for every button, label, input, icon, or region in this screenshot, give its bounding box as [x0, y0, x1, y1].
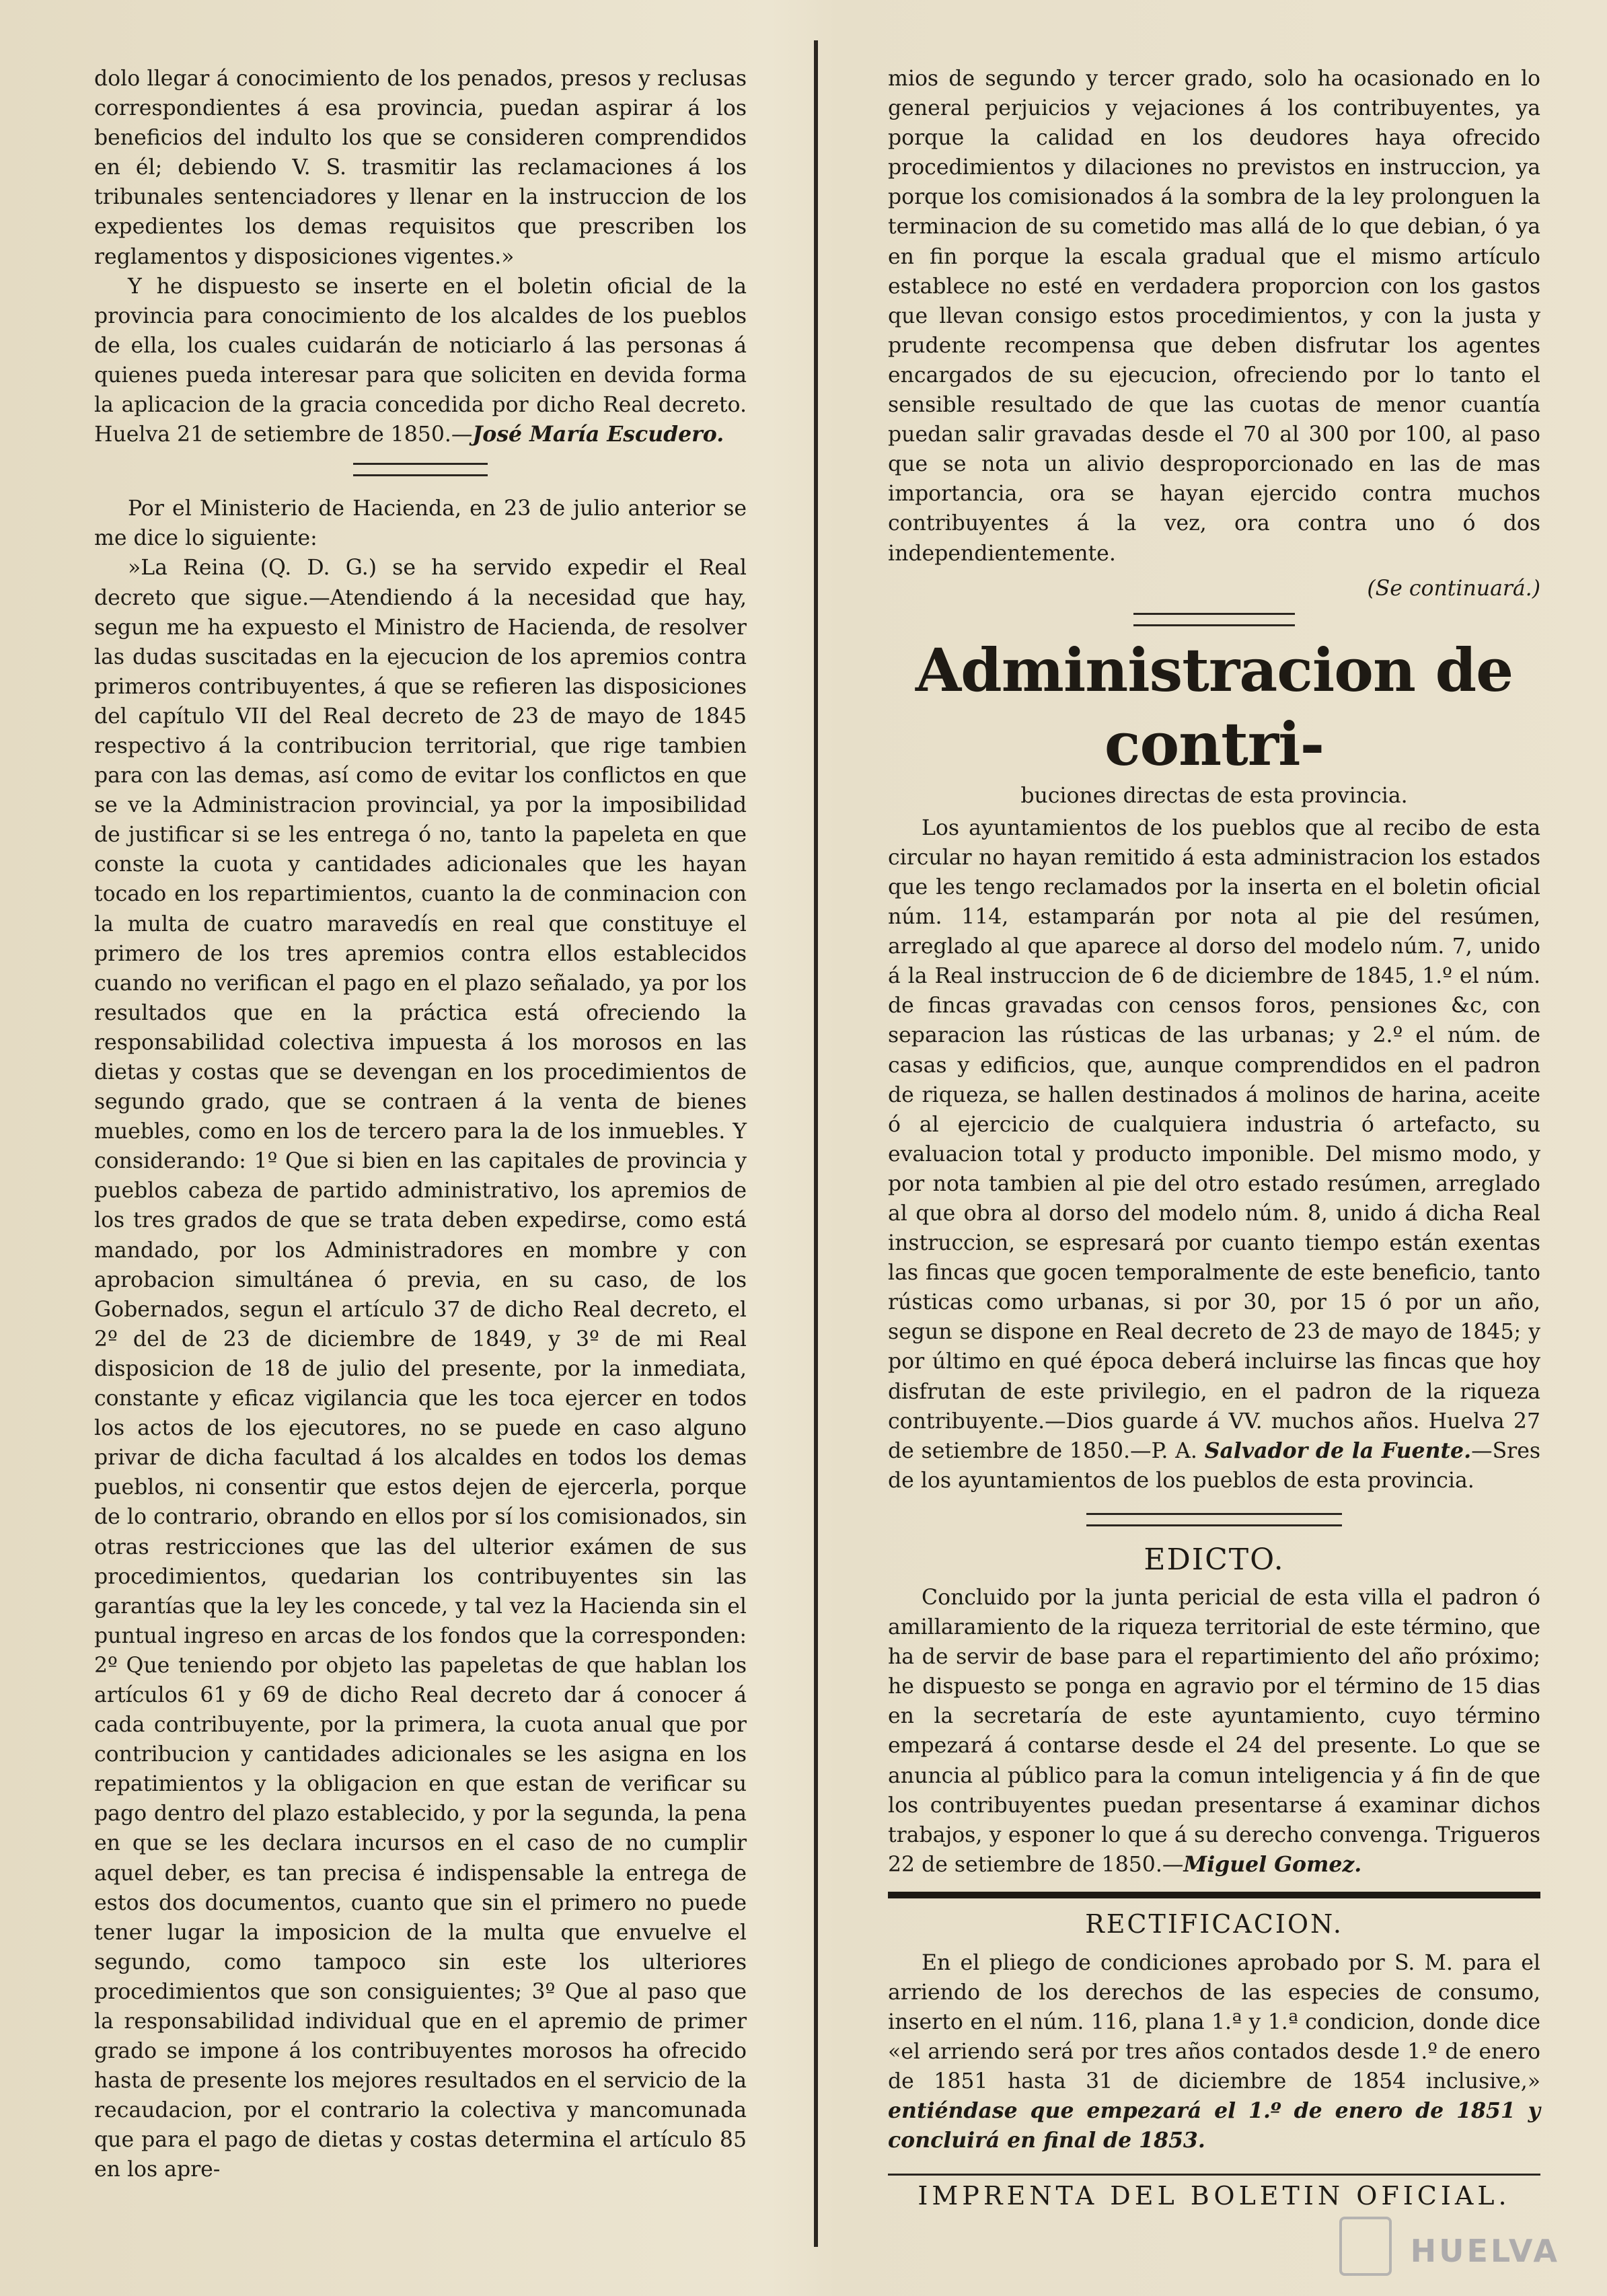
dispuesto-text: Y he dispuesto se inserte en el boletin oficial de la provincia para conocimiento de los alcaldes de los pueblos de ella, los cuales cuidarán de noticiarlo á las personas á quienes pueda interesar para que soliciten en devida forma la aplicacion de la gracia concedida por dicho Real decreto. Huelva 21 de setiembre de 1850.— — [94, 274, 747, 447]
ornament-divider — [353, 463, 488, 476]
right-column — [888, 64, 1540, 2211]
footer-rule — [888, 2174, 1540, 2176]
admin-closing: —Sres de los ayuntamientos de los pueblos de esta provincia. — [888, 1438, 1541, 1493]
paragraph-dispuesto — [94, 272, 747, 450]
paragraph-rectificacion — [888, 1948, 1540, 2156]
signature-escudero: José María Escudero. — [472, 422, 724, 447]
paragraph-edicto — [888, 1583, 1540, 1880]
admin-text: Los ayuntamientos de los pueblos que al recibo de esta circular no hayan remitido á esta administracion los estados que les tengo reclamados por la inserta en el boletin oficial núm. 114, estamparán por nota al pie del resúmen, arreglado al que aparece al dorso del modelo núm. 7, unido á la Real instruccion de 6 de diciembre de 1845, 1.º el núm. de fincas gravadas con censos foros, pensiones &c, con separacion las rústicas de las urbanas; y 2.º el núm. de casas y edificios, que, aunque comprendidos en el padron de riqueza, se hallen destinados á molinos de harina, aceite ó al ejercicio de cualquiera industria ó artefacto, su evaluacion total y producto imponible. Del mismo modo, y por nota tambien al pie del otro estado resúmen, arreglado al que obra al dorso del modelo núm. 8, unido á dicha Real instruccion, se espresará por cuanto tiempo están exentas las fincas que gocen temporalmente de este beneficio, tanto rústicas como urbanas, si por 30, por 15 ó por un año, segun se dispone en Real decreto de 23 de mayo de 1845; y por último en qué época deberá incluirse las fincas que hoy disfrutan de este privilegio, en el padron de la riqueza contribuyente.—Dios guarde á VV. muchos años. Huelva 27 de setiembre de 1850.—P. A. — [888, 815, 1540, 1463]
admin-heading: Administracion de contri- — [915, 634, 1513, 779]
thick-rule — [888, 1892, 1540, 1898]
edicto-text: Concluido por la junta pericial de esta villa el padron ó amillaramiento de la riqueza territorial de este término, que ha de servir de base para el repartimiento del año próximo; he dispuesto se ponga en agravio por el término de 15 dias en la secretaría de este ayuntamiento, cuyo término empezará á contarse desde el 24 del presente. Lo que se anuncia al público para la comun inteligencia y á fin de que los contribuyentes puedan presentarse á examinar dichos trabajos, y esponer lo que á su derecho convenga. Trigueros 22 de setiembre de 1850.— — [888, 1585, 1540, 1877]
paragraph-indulto: dolo llegar á conocimiento de los penados, presos y reclusas correspondientes á esa provincia, puedan aspirar á los beneficios del indulto los que se consideren comprendidos en él; debiendo V. S. trasmitir las reclamaciones á los tribunales sentenciadores y llenar en la instruccion de los expedientes los demas requisitos que prescriben los reglamentos y disposiciones vigentes.» — [94, 67, 747, 269]
printer-footer: IMPRENTA DEL BOLETIN OFICIAL. — [918, 2180, 1511, 2211]
rectificacion-emphasis: entiéndase que empezará el 1.º de enero de 1851 y concluirá en final de 1853. — [888, 2098, 1540, 2153]
paragraph-ministerio: Por el Ministerio de Hacienda, en 23 de julio anterior se me dice lo siguiente: — [94, 496, 747, 551]
left-column — [94, 64, 747, 2185]
ornament-divider — [1086, 1513, 1342, 1526]
paragraph-admin — [888, 813, 1540, 1495]
signature-gomez: Miguel Gomez. — [1183, 1851, 1362, 1877]
paragraph-apremios-cont: mios de segundo y tercer grado, solo ha ocasionado en lo general perjuicios y vejaciones á los contribuyentes, ya porque la calidad en los deudores haya ofrecido procedimientos y dilaciones no previstos en instruccion, ya porque los comisionados á la sombra de la ley prolonguen la terminacion de su cometido mas allá de lo que debian, ó ya en fin porque la escala gradual que el mismo artículo establece no esté en verdadera proporcion con los gastos que llevan consigo estos procedimientos, y con la justa y prudente recompensa que deben disfrutar los agentes encargados de su ejecucion, ofreciendo por lo tanto el sensible resultado de que las cuotas de menor cuantía puedan salir gravadas desde el 70 al 300 por 100, al paso que se nota un alivio desproporcionado en las de mas importancia, ora se hayan ejercido contra muchos contribuyentes á la vez, ora contra uno ó dos independientemente. — [888, 67, 1540, 566]
edicto-title: EDICTO. — [1144, 1542, 1285, 1577]
archive-seal-icon — [1339, 2217, 1392, 2276]
ornament-divider — [1133, 613, 1295, 626]
archive-watermark: HUELVA — [1410, 2233, 1560, 2269]
column-divider — [814, 40, 818, 2247]
rectificacion-title: RECTIFICACION. — [1085, 1909, 1343, 1939]
admin-subheading: buciones directas de esta provincia. — [1020, 783, 1408, 808]
paragraph-real-decreto: »La Reina (Q. D. G.) se ha servido expedir el Real decreto que sigue.—Atendiendo á la necesidad que hay, segun me ha expuesto el Ministro de Hacienda, de resolver las dudas suscitadas en la ejecucion de los apremios contra primeros contribuyentes, á que se refieren las disposiciones del capítulo VII del Real decreto de 23 de mayo de 1845 respectivo á la contribucion territorial, que rige tambien para con las demas, así como de evitar los conflictos en que se ve la Administracion provincial, ya por la imposibilidad de justificar si se les entrega ó no, tanto la papeleta en que conste la cuota y cantidades adicionales que les hayan tocado en los repartimientos, cuanto la de conminacion con la multa de cuatro maravedís en real que constituye el primero de los tres apremios contra ellos establecidos cuando no verifican el pago en el plazo señalado, ya por los resultados que en la práctica está ofreciendo la responsabilidad colectiva impuesta á los morosos en las dietas y costas que se devengan en los procedimientos de segundo grado, que se contraen á la venta de bienes muebles, como en los de tercero para la de los inmuebles. Y considerando: 1º Que si bien en las capitales de provincia y pueblos cabeza de partido administrativo, los apremios de los tres grados de que se trata deben expedirse, como está mandado, por los Administradores en mombre y con aprobacion simultánea ó previa, en su caso, de los Gobernados, segun el artículo 37 de dicho Real decreto, el 2º del de 23 de diciembre de 1849, y 3º de mi Real disposicion de 18 de julio del presente, por la inmediata, constante y eficaz vigilancia que les toca ejercer en todos los actos de los ejecutores, no se puede en caso alguno privar de dicha facultad á los alcaldes en todos los demas pueblos, ni consentir que estos dejen de ejercerla, porque de lo contrario, obrando en ellos por sí los comisionados, sin otras restricciones que las del ulterior exámen de sus procedimientos, quedarian los contribuyentes sin las garantías que la ley les concede, y tal vez la Hacienda sin el puntual ingreso en arcas de los fondos que la corresponden: 2º Que teniendo por objeto las papeletas de que hablan los artículos 61 y 69 de dicho Real decreto dar á conocer á cada contribuyente, por la primera, la cuota anual que por contribucion y cantidades adicionales se les asigna en los repatimientos y la obligacion en que estan de verificar su pago dentro del plazo establecido, y por la segunda, la pena en que se les declara incursos en el caso de no cumplir aquel deber, es tan precisa é indispensable la entrega de estos dos documentos, cuanto que sin el primero no puede tener lugar la imposicion de la multa que envuelve el segundo, como tampoco sin este los ulteriores procedimientos que son consiguientes; 3º Que al paso que la responsabilidad individual que en el apremio de primer grado se impone á los contribuyentes morosos ha ofrecido hasta de presente los mejores resultados en el servicio de la recaudacion, por el contrario la colectiva y mancomunada que para el pago de dietas y costas determina el artículo 85 en los apre- — [94, 556, 747, 2182]
continued-note: (Se continuará.) — [1367, 576, 1540, 601]
signature-fuente: Salvador de la Fuente. — [1204, 1438, 1472, 1463]
rectificacion-text: En el pliego de condiciones aprobado por S. M. para el arriendo de los derechos de las especies de consumo, inserto en el núm. 116, plana 1.ª y 1.ª condicion, donde dice «el arriendo será por tres años contados desde 1.º de enero de 1851 hasta 31 de diciembre de 1854 inclusive,» — [888, 1950, 1540, 2094]
